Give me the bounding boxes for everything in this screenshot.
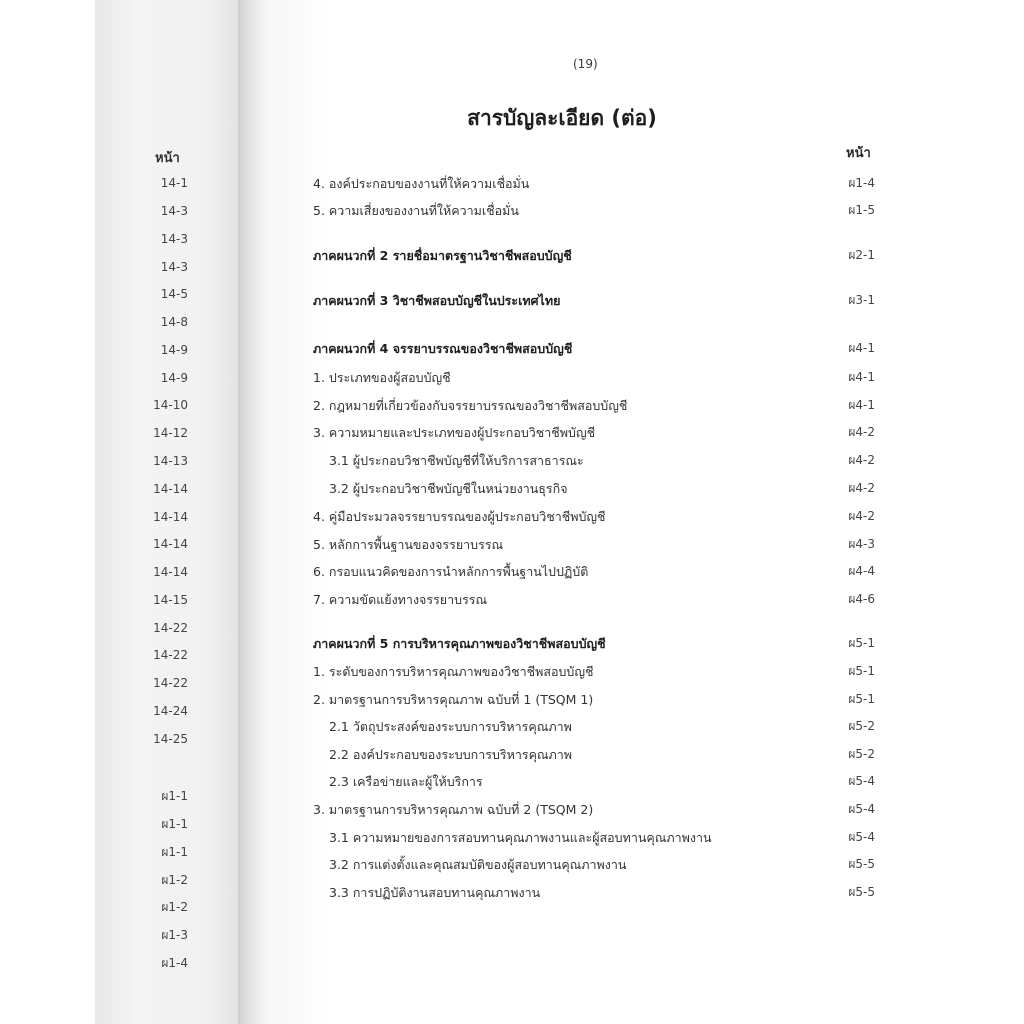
toc-entry-label: 4. คู่มือประมวลจรรยาบรรณของผู้ประกอบวิชาชีพบัญชี: [313, 509, 606, 524]
toc-entry: [313, 590, 875, 610]
toc-entry-page: ผ4-2: [848, 509, 875, 523]
toc-entry-label: 3.2 ผู้ประกอบวิชาชีพบัญชีในหน่วยงานธุรกิจ: [329, 481, 568, 496]
toc-subentry: [313, 855, 875, 875]
toc-entry-page: ผ1-5: [848, 203, 875, 217]
toc-entry-label: ภาคผนวกที่ 3 วิชาชีพสอบบัญชีในประเทศไทย: [313, 293, 561, 308]
left-page-number: 14-14: [153, 565, 188, 579]
left-page-number: 14-22: [153, 621, 188, 635]
left-page-number: 14-8: [160, 315, 188, 329]
left-page-number: 14-9: [160, 343, 188, 357]
left-page-number: 14-14: [153, 482, 188, 496]
toc-entry-page: ผ4-2: [848, 453, 875, 467]
toc-subentry: [313, 479, 875, 499]
toc-entry-label: 3.2 การแต่งตั้งและคุณสมบัติของผู้สอบทานคุณภาพงาน: [329, 857, 627, 872]
left-page-number: 14-24: [153, 704, 188, 718]
toc-entry: [313, 423, 875, 443]
page-title: สารบัญละเอียด (ต่อ): [467, 106, 657, 130]
left-page-number: 14-1: [160, 176, 188, 190]
toc-entry-page: ผ4-3: [848, 537, 875, 551]
toc-entry-label: 3. ความหมายและประเภทของผู้ประกอบวิชาชีพบัญชี: [313, 425, 596, 440]
toc-subentry: [313, 772, 875, 792]
toc-entry: [313, 662, 875, 682]
toc-entry-page: ผ3-1: [848, 293, 875, 307]
left-page-number: 14-12: [153, 426, 188, 440]
toc-entry-label: 6. กรอบแนวคิดของการนำหลักการพื้นฐานไปปฏิบัติ: [313, 564, 589, 579]
toc-section-entry: [313, 339, 875, 359]
left-page-number: 14-13: [153, 454, 188, 468]
toc-entry: [313, 800, 875, 820]
page-column-header: หน้า: [846, 146, 871, 161]
toc-entry-label: 3. มาตรฐานการบริหารคุณภาพ ฉบับที่ 2 (TSQM 2): [313, 802, 594, 817]
left-page-number: 14-14: [153, 537, 188, 551]
toc-entry-page: ผ4-2: [848, 425, 875, 439]
toc-subentry: [313, 717, 875, 737]
toc-entry-label: 3.3 การปฏิบัติงานสอบทานคุณภาพงาน: [329, 885, 541, 900]
toc-entry-label: ภาคผนวกที่ 4 จรรยาบรรณของวิชาชีพสอบบัญชี: [313, 341, 573, 356]
toc-entry-page: ผ5-4: [848, 774, 875, 788]
toc-entry-page: ผ4-6: [848, 592, 875, 606]
toc-entry: [313, 535, 875, 555]
toc-entry-page: ผ2-1: [848, 248, 875, 262]
toc-entry-page: ผ5-1: [848, 692, 875, 706]
toc-section-entry: [313, 291, 875, 311]
left-page-column-header: หน้า: [155, 151, 180, 166]
toc-entry-page: ผ5-2: [848, 719, 875, 733]
left-page-number: ผ1-2: [161, 873, 188, 887]
toc-entry-page: ผ5-4: [848, 802, 875, 816]
toc-section-entry: [313, 634, 875, 654]
toc-entry-page: ผ5-4: [848, 830, 875, 844]
toc-subentry: [313, 451, 875, 471]
left-page-number: 14-15: [153, 593, 188, 607]
toc-entry-page: ผ5-1: [848, 664, 875, 678]
toc-entry-page: ผ5-5: [848, 857, 875, 871]
toc-entry-page: ผ1-4: [848, 176, 875, 190]
toc-entry-label: 5. ความเสี่ยงของงานที่ให้ความเชื่อมั่น: [313, 203, 519, 218]
book-gutter: [238, 0, 268, 1024]
toc-entry-label: ภาคผนวกที่ 2 รายชื่อมาตรฐานวิชาชีพสอบบัญชี: [313, 248, 572, 263]
toc-entry-page: ผ4-1: [848, 370, 875, 384]
toc-entry-page: ผ5-5: [848, 885, 875, 899]
toc-subentry: [313, 745, 875, 765]
left-page-number: 14-25: [153, 732, 188, 746]
toc-entry-label: 2.3 เครือข่ายและผู้ให้บริการ: [329, 774, 483, 789]
left-page-number: 14-3: [160, 204, 188, 218]
toc-entry-label: 2.2 องค์ประกอบของระบบการบริหารคุณภาพ: [329, 747, 573, 762]
left-page-number: ผ1-2: [161, 900, 188, 914]
toc-entry-label: 1. ระดับของการบริหารคุณภาพของวิชาชีพสอบบัญชี: [313, 664, 594, 679]
toc-subentry: [313, 883, 875, 903]
toc-entry-page: ผ5-2: [848, 747, 875, 761]
left-page-number: 14-5: [160, 287, 188, 301]
toc-entry-page: ผ4-2: [848, 481, 875, 495]
left-page-number: ผ1-1: [161, 789, 188, 803]
toc-entry-label: 2.1 วัตถุประสงค์ของระบบการบริหารคุณภาพ: [329, 719, 572, 734]
left-page-number: ผ1-1: [161, 845, 188, 859]
toc-entry: [313, 562, 875, 582]
toc-entry-page: ผ4-1: [848, 341, 875, 355]
toc-entry-label: 7. ความขัดแย้งทางจรรยาบรรณ: [313, 592, 488, 607]
left-page-number: 14-22: [153, 648, 188, 662]
left-page-number: ผ1-3: [161, 928, 188, 942]
toc-entry-label: 3.1 ความหมายของการสอบทานคุณภาพงานและผู้สอบทานคุณภาพงาน: [329, 830, 712, 845]
toc-section-entry: [313, 246, 875, 266]
left-page-number: 14-3: [160, 232, 188, 246]
left-page-number: 14-14: [153, 510, 188, 524]
left-page-number: 14-22: [153, 676, 188, 690]
toc-entry-page: ผ5-1: [848, 636, 875, 650]
toc-entry: [313, 368, 875, 388]
toc-entry-label: ภาคผนวกที่ 5 การบริหารคุณภาพของวิชาชีพสอบบัญชี: [313, 636, 606, 651]
page-number: (19): [573, 57, 598, 71]
toc-entry: [313, 690, 875, 710]
toc-entry-label: 5. หลักการพื้นฐานของจรรยาบรรณ: [313, 537, 504, 552]
left-page-number: 14-10: [153, 398, 188, 412]
left-page-number: 14-9: [160, 371, 188, 385]
toc-entry: [313, 507, 875, 527]
toc-entry: [313, 174, 875, 194]
toc-entry-label: 4. องค์ประกอบของงานที่ให้ความเชื่อมั่น: [313, 176, 530, 191]
toc-entry-page: ผ4-1: [848, 398, 875, 412]
left-page-number: ผ1-4: [161, 956, 188, 970]
toc-entry-label: 3.1 ผู้ประกอบวิชาชีพบัญชีที่ให้บริการสาธารณะ: [329, 453, 584, 468]
toc-entry: [313, 396, 875, 416]
toc-entry-label: 2. กฎหมายที่เกี่ยวข้องกับจรรยาบรรณของวิชาชีพสอบบัญชี: [313, 398, 628, 413]
toc-entry-label: 2. มาตรฐานการบริหารคุณภาพ ฉบับที่ 1 (TSQM 1): [313, 692, 594, 707]
toc-subentry: [313, 828, 875, 848]
toc-entry-label: 1. ประเภทของผู้สอบบัญชี: [313, 370, 451, 385]
toc-entry: [313, 201, 875, 221]
left-page-number: ผ1-1: [161, 817, 188, 831]
left-page-number: 14-3: [160, 260, 188, 274]
toc-entry-page: ผ4-4: [848, 564, 875, 578]
